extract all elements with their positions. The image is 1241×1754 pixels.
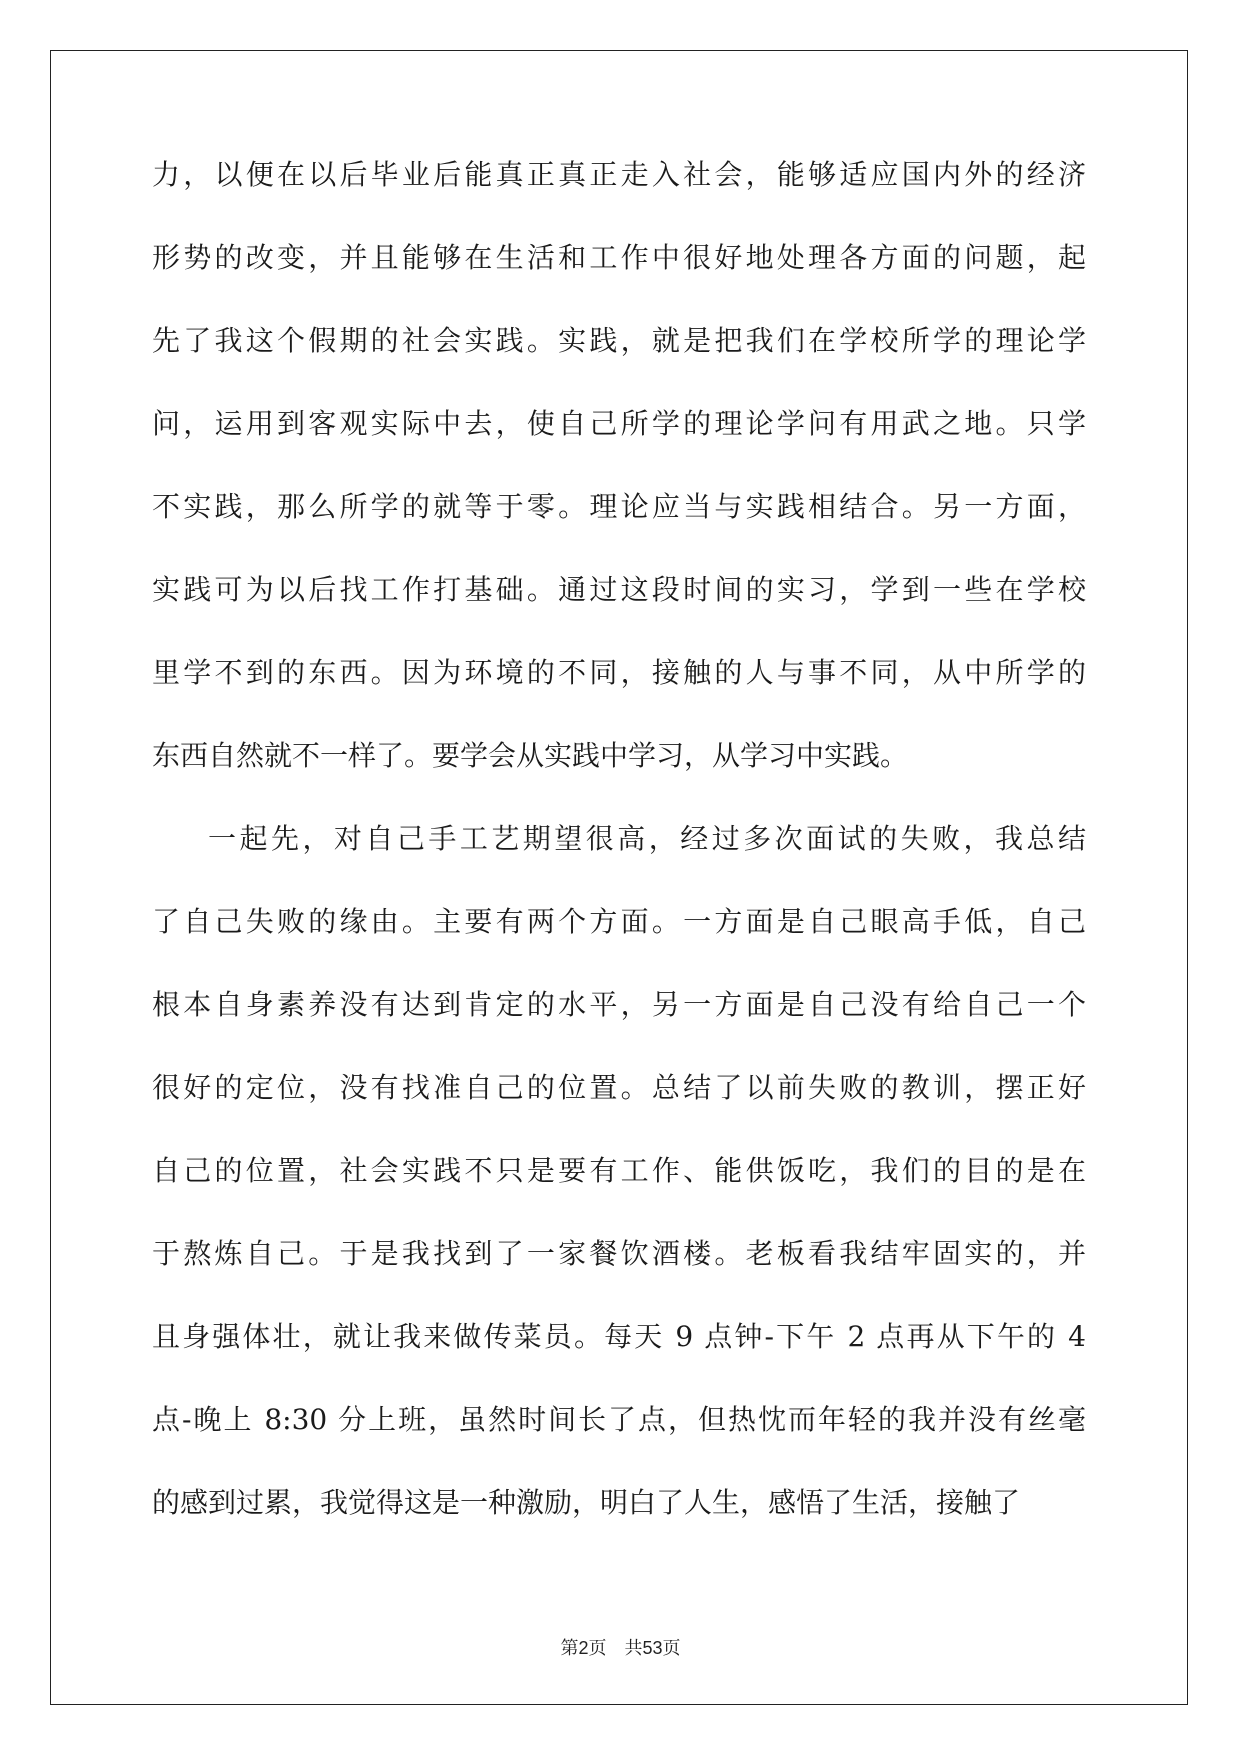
text-line: 于熬炼自己。于是我找到了一家餐饮酒楼。老板看我结牢固实的，并	[152, 1237, 1086, 1270]
text-line: 先了我这个假期的社会实践。实践，就是把我们在学校所学的理论学	[152, 324, 1086, 357]
text-line: 形势的改变，并且能够在生活和工作中很好地处理各方面的问题，起	[152, 241, 1086, 274]
text-line: 很好的定位，没有找准自己的位置。总结了以前失败的教训，摆正好	[152, 1071, 1086, 1104]
text-line: 了自己失败的缘由。主要有两个方面。一方面是自己眼高手低，自己	[152, 905, 1086, 938]
text-line: 里学不到的东西。因为环境的不同，接触的人与事不同，从中所学的	[152, 656, 1086, 689]
text-line: 不实践，那么所学的就等于零。理论应当与实践相结合。另一方面，	[152, 490, 1086, 523]
page-current-number: 2	[578, 1638, 589, 1658]
text-line-paragraph-end: 东西自然就不一样了。要学会从实践中学习，从学习中实践。	[152, 739, 909, 772]
text-line: 实践可为以后找工作打基础。通过这段时间的实习，学到一些在学校	[152, 573, 1086, 606]
text-line: 自己的位置，社会实践不只是要有工作、能供饭吃，我们的目的是在	[152, 1154, 1086, 1187]
page-middle-text: 页 共	[588, 1638, 643, 1658]
text-line: 且身强体壮，就让我来做传菜员。每天 9 点钟-下午 2 点再从下午的 4	[152, 1320, 1086, 1353]
text-line: 力，以便在以后毕业后能真正真正走入社会，能够适应国内外的经济	[152, 158, 1086, 191]
page-footer	[0, 1634, 1241, 1660]
page-suffix: 页	[662, 1638, 681, 1658]
page-total-number: 53	[642, 1638, 663, 1658]
text-line: 问，运用到客观实际中去，使自己所学的理论学问有用武之地。只学	[152, 407, 1086, 440]
text-line: 根本自身素养没有达到肯定的水平，另一方面是自己没有给自己一个	[152, 988, 1086, 1021]
text-line-paragraph-start: 一起先，对自己手工艺期望很高，经过多次面试的失败，我总结	[208, 822, 1086, 855]
document-body	[152, 159, 1086, 1570]
page-prefix: 第	[560, 1638, 579, 1658]
text-line: 的感到过累，我觉得这是一种激励，明白了人生，感悟了生活，接触了	[152, 1486, 1021, 1519]
text-line: 点-晚上 8:30 分上班，虽然时间长了点，但热忱而年轻的我并没有丝毫	[152, 1403, 1086, 1436]
